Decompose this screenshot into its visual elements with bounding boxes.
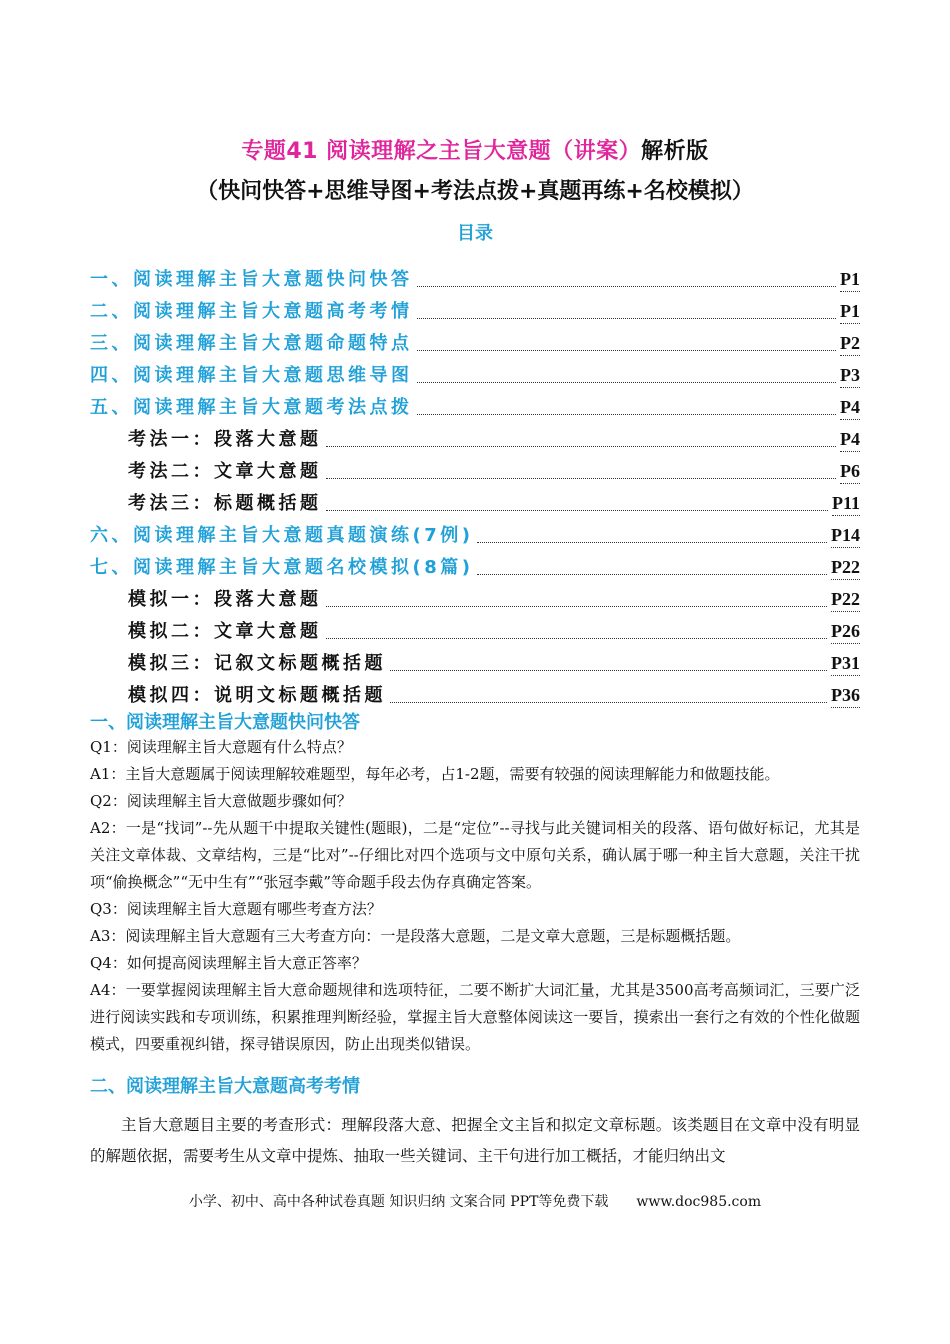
exam-status-paragraph: 主旨大意题目主要的考查形式：理解段落大意、把握全文主旨和拟定文章标题。该类题目在文章中没有明显的解题依据，需要考生从文章中提炼、抽取一些关键词、主干句进行加工概括，才能归纳出文: [90, 1116, 860, 1165]
toc-entry[interactable]: [90, 612, 860, 644]
qa-line: A3：阅读理解主旨大意题有三大考查方向：一是段落大意题，二是文章大意题，三是标题概括题。: [90, 927, 741, 945]
toc-entry-label: 三、阅读理解主旨大意题命题特点: [90, 333, 413, 354]
toc-entry-page: P31: [831, 651, 860, 676]
quick-qa-body: [90, 734, 860, 1058]
toc-entry-label: 五、阅读理解主旨大意题考法点拨: [90, 397, 413, 418]
title-version: 解析版: [641, 139, 709, 164]
toc-entry[interactable]: [90, 260, 860, 292]
toc-leader-dots: [417, 413, 837, 415]
toc-entry-label: 模拟一：段落大意题: [128, 589, 322, 610]
toc-entry-label: 考法三：标题概括题: [128, 493, 322, 514]
toc-entry[interactable]: [90, 292, 860, 324]
toc-entry-page: P22: [831, 555, 860, 580]
document-subtitle: （快问快答+思维导图+考法点拨+真题再练+名校模拟）: [196, 179, 754, 204]
toc-entry-label: 七、阅读理解主旨大意题名校模拟(8篇): [90, 557, 474, 578]
toc-leader-dots: [326, 509, 828, 511]
toc-entry-label: 模拟二：文章大意题: [128, 621, 322, 642]
toc-leader-dots: [390, 701, 827, 703]
toc-entry-page: P36: [831, 683, 860, 708]
toc-entry[interactable]: [90, 644, 860, 676]
toc-entry[interactable]: [90, 452, 860, 484]
toc-entry-page: P1: [840, 299, 860, 324]
toc-leader-dots: [326, 445, 837, 447]
toc-entry-page: P1: [840, 267, 860, 292]
toc-entry-page: P26: [831, 619, 860, 644]
toc-leader-dots: [417, 349, 837, 351]
toc-heading: 目录: [457, 223, 493, 244]
qa-line: A1：主旨大意题属于阅读理解较难题型，每年必考，占1-2题，需要有较强的阅读理解能力和做题技能。: [90, 765, 780, 783]
toc-leader-dots: [477, 541, 827, 543]
toc-entry-label: 一、阅读理解主旨大意题快问快答: [90, 269, 413, 290]
toc-entry[interactable]: [90, 676, 860, 708]
qa-line: A4：一要掌握阅读理解主旨大意命题规律和选项特征，二要不断扩大词汇量，尤其是3500高考高频词汇，三要广泛进行阅读实践和专项训练，积累推理判断经验，掌握主旨大意整体阅读这一要旨，摸索出一套行之有效的个性化做题模式，四要重视纠错，探寻错误原因，防止出现类似错误。: [90, 981, 860, 1053]
toc-entry-label: 六、阅读理解主旨大意题真题演练(7例): [90, 525, 474, 546]
title-main: 专题41 阅读理解之主旨大意题（讲案）: [241, 139, 642, 164]
toc-entry-page: P11: [832, 491, 860, 516]
toc-entry-page: P2: [840, 331, 860, 356]
toc-leader-dots: [417, 285, 837, 287]
toc-entry[interactable]: [90, 580, 860, 612]
toc-entry-label: 二、阅读理解主旨大意题高考考情: [90, 301, 413, 322]
toc-leader-dots: [417, 317, 837, 319]
section-heading-exam-status: 二、阅读理解主旨大意题高考考情: [90, 1076, 360, 1097]
toc-leader-dots: [390, 669, 827, 671]
toc-entry[interactable]: [90, 484, 860, 516]
toc-entry-page: P6: [840, 459, 860, 484]
qa-line: Q4：如何提高阅读理解主旨大意正答率？: [90, 954, 367, 972]
toc-leader-dots: [326, 637, 828, 639]
qa-line: A2：一是“找词”--先从题干中提取关键性(题眼)，二是“定位”--寻找与此关键词相关的段落、语句做好标记，尤其是关注文章体裁、文章结构，三是“比对”--仔细比对四个选项与文中原句关系，确认属于哪一种主旨大意题，关注干扰项“偷换概念”“无中生有”“张冠李戴”等命题手段去伪存真确定答案。: [90, 819, 860, 891]
toc-entry[interactable]: [90, 388, 860, 420]
toc-entry-page: P22: [831, 587, 860, 612]
table-of-contents: [90, 260, 860, 708]
toc-leader-dots: [477, 573, 827, 575]
toc-entry-page: P4: [840, 427, 860, 452]
toc-leader-dots: [326, 605, 828, 607]
toc-leader-dots: [417, 381, 837, 383]
toc-entry-label: 考法二：文章大意题: [128, 461, 322, 482]
qa-line: Q3：阅读理解主旨大意题有哪些考查方法？: [90, 900, 382, 918]
toc-entry-page: P4: [840, 395, 860, 420]
page-footer: 小学、初中、高中各种试卷真题 知识归纳 文案合同 PPT等免费下载 www.doc985.com: [188, 1194, 762, 1210]
toc-entry[interactable]: [90, 324, 860, 356]
document-title: [0, 134, 950, 165]
toc-entry-label: 四、阅读理解主旨大意题思维导图: [90, 365, 413, 386]
toc-entry-page: P3: [840, 363, 860, 388]
qa-line: Q1：阅读理解主旨大意题有什么特点？: [90, 738, 352, 756]
toc-entry-label: 模拟四：说明文标题概括题: [128, 685, 386, 706]
toc-entry[interactable]: [90, 356, 860, 388]
toc-entry-page: P14: [831, 523, 860, 548]
section-heading-quick-qa: 一、阅读理解主旨大意题快问快答: [90, 712, 360, 733]
toc-entry-label: 考法一：段落大意题: [128, 429, 322, 450]
toc-leader-dots: [326, 477, 837, 479]
toc-entry[interactable]: [90, 548, 860, 580]
qa-line: Q2：阅读理解主旨大意做题步骤如何？: [90, 792, 352, 810]
toc-entry[interactable]: [90, 516, 860, 548]
toc-entry[interactable]: [90, 420, 860, 452]
toc-entry-label: 模拟三：记叙文标题概括题: [128, 653, 386, 674]
